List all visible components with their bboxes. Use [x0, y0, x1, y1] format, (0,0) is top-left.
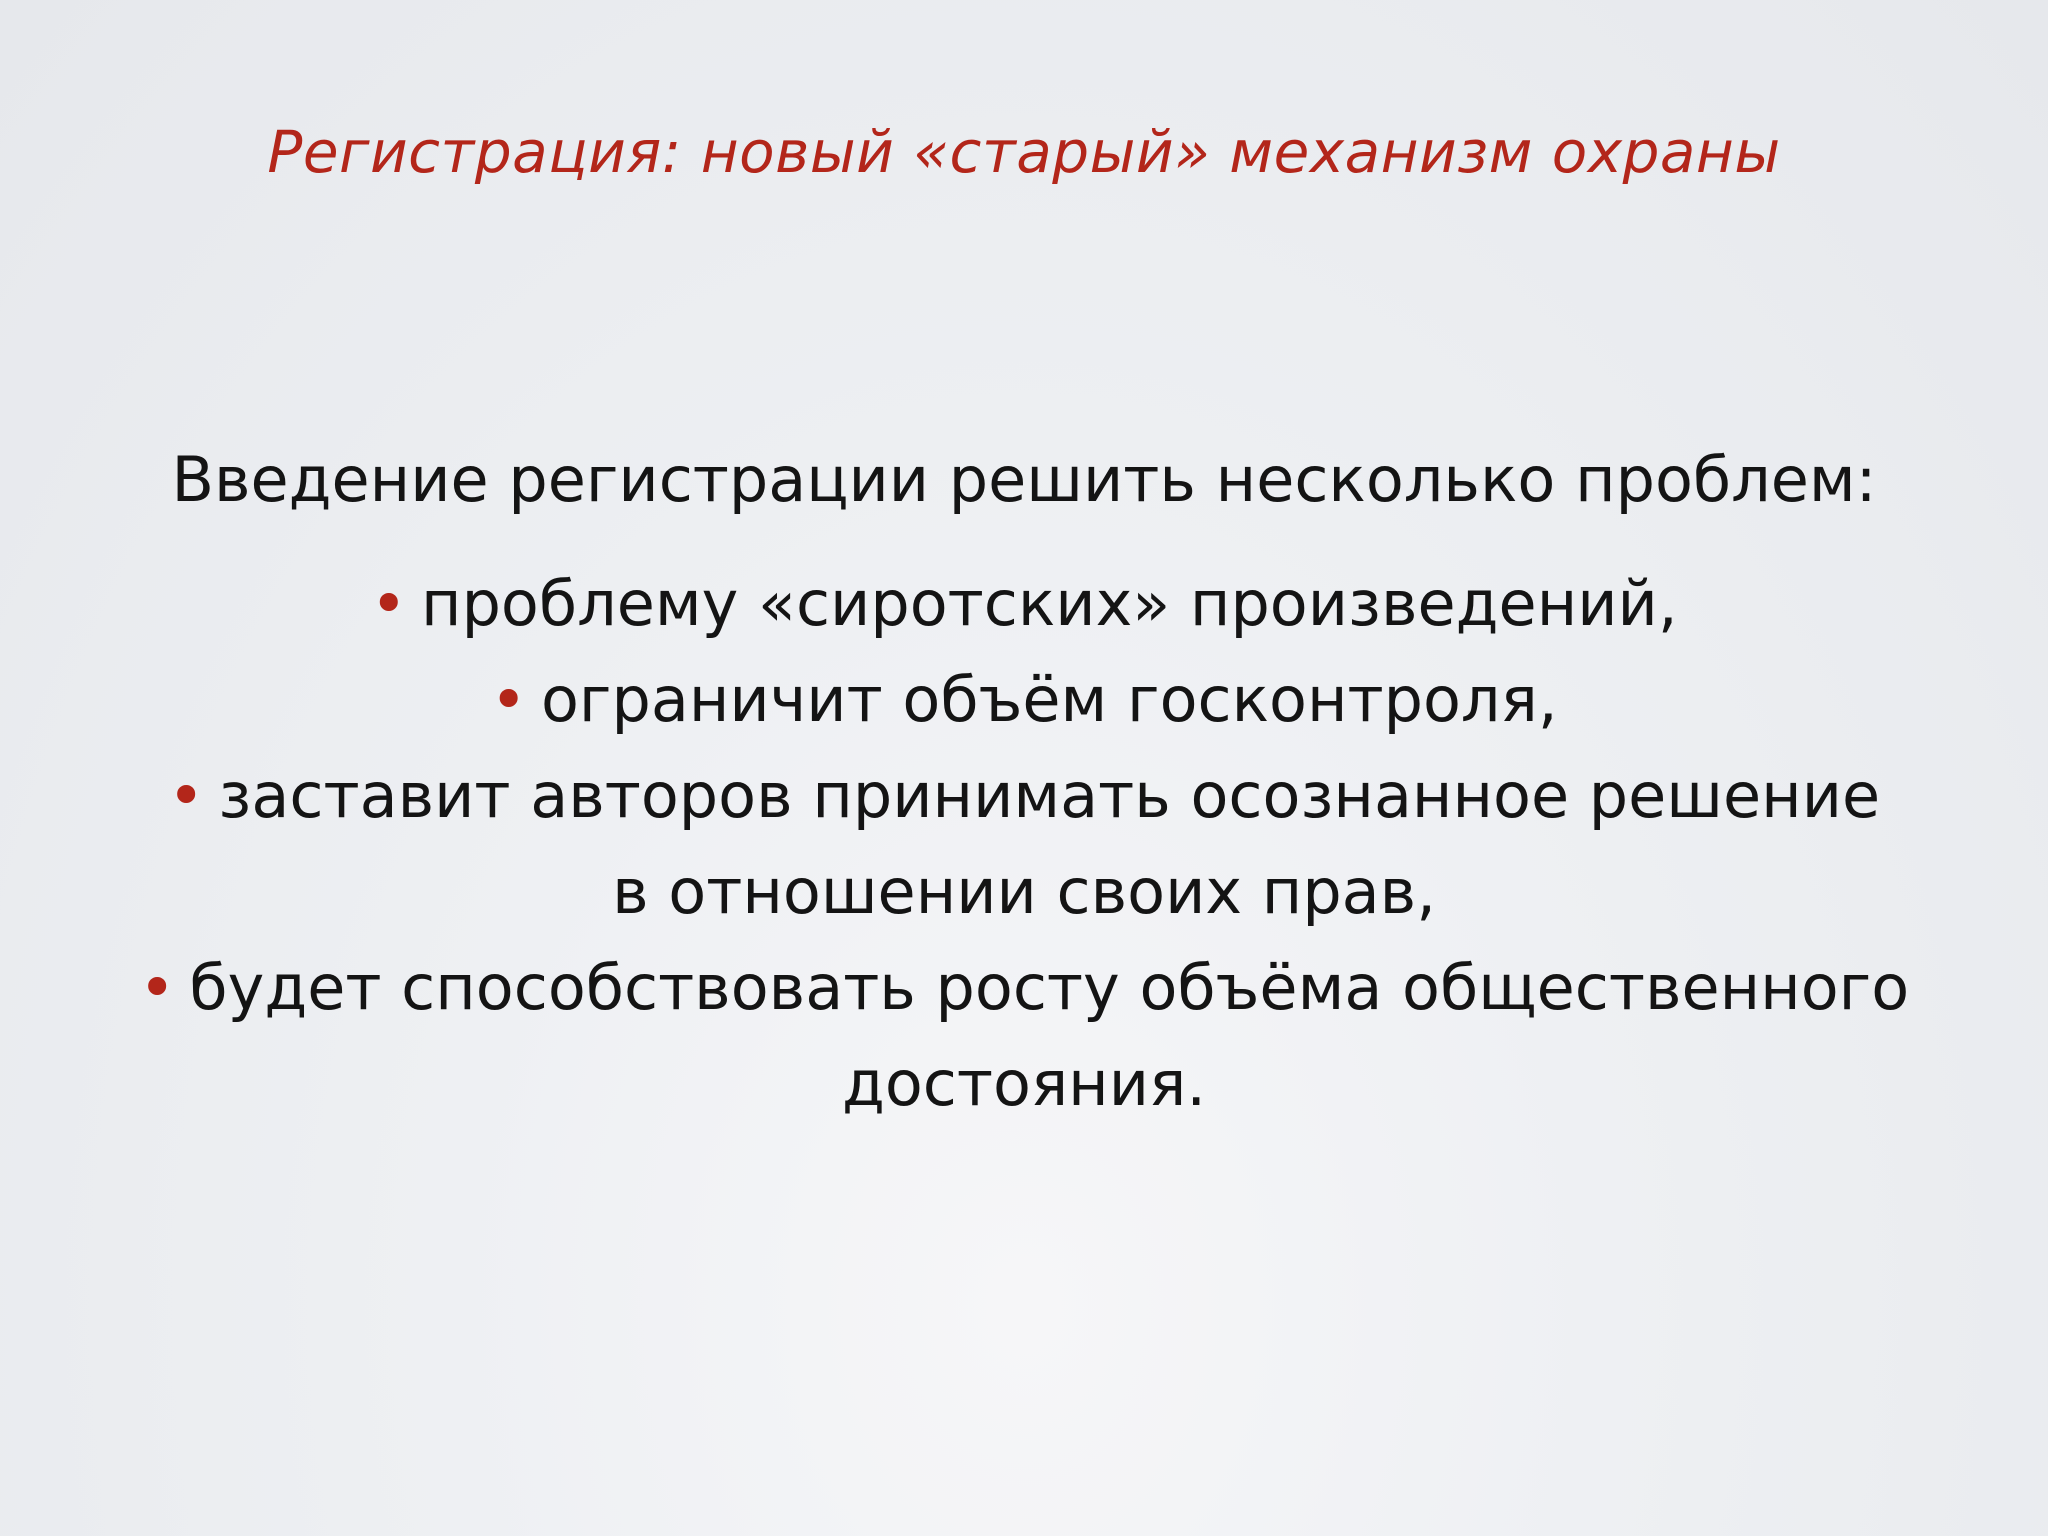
intro-text: Введение регистрации решить несколько проблем:: [171, 443, 1877, 516]
bullet-item-author-decision: [0, 748, 2048, 940]
bullet-dot-icon: •: [370, 567, 408, 640]
bullet-text: заставит авторов принимать осознанное решение: [218, 759, 1881, 832]
bullet-text-continuation: достояния.: [841, 1047, 1207, 1120]
bullet-item-state-control: [0, 652, 2048, 748]
bullet-text: будет способствовать росту объёма общественного: [189, 951, 1910, 1024]
bullet-dot-icon: •: [167, 759, 205, 832]
bullet-dot-icon: •: [490, 663, 527, 736]
bullet-text: ограничит объём госконтроля,: [540, 663, 1558, 736]
bullet-item-public-domain: [0, 940, 2048, 1132]
slide-body: [0, 438, 2048, 1132]
bullet-item-orphan-works: [0, 556, 2048, 652]
slide-title: Регистрация: новый «старый» механизм охраны: [267, 118, 1781, 186]
bullet-list: [0, 556, 2048, 1132]
bullet-text: проблему «сиротских» произведений,: [421, 567, 1678, 640]
bullet-dot-icon: •: [138, 951, 176, 1024]
bullet-text-continuation: в отношении своих прав,: [612, 855, 1436, 928]
